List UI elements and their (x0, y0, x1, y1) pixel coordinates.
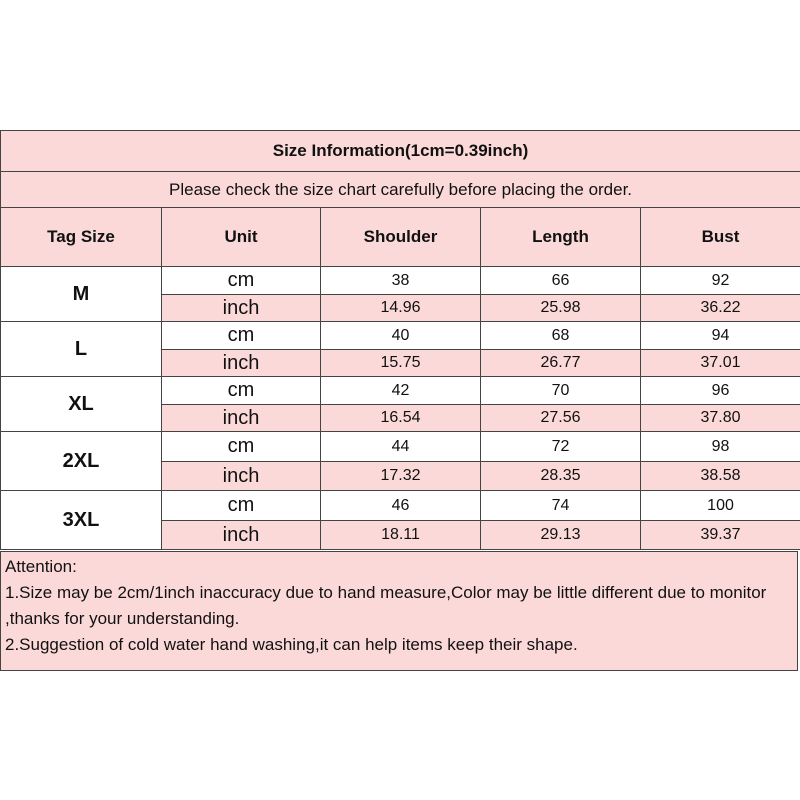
measure-cell: 39.37 (641, 521, 800, 550)
measure-cell: 74 (481, 491, 641, 521)
measure-cell: 68 (481, 322, 641, 350)
measure-cell: 27.56 (481, 405, 641, 432)
measure-cell: 100 (641, 491, 800, 521)
subtitle-row (1, 172, 800, 208)
tag-size-cell: 2XL (1, 432, 162, 491)
header-unit: Unit (162, 208, 321, 267)
measure-cell: 42 (321, 377, 481, 405)
header-length: Length (481, 208, 641, 267)
unit-cell: cm (162, 267, 321, 295)
tag-size-cell: 3XL (1, 491, 162, 550)
unit-cell: cm (162, 322, 321, 350)
measure-cell: 92 (641, 267, 800, 295)
title-row (1, 131, 800, 172)
measure-cell: 29.13 (481, 521, 641, 550)
header-bust: Bust (641, 208, 800, 267)
measure-cell: 37.01 (641, 350, 800, 377)
size-row-cm (1, 432, 800, 462)
measure-cell: 25.98 (481, 295, 641, 322)
size-row-cm (1, 322, 800, 350)
measure-cell: 96 (641, 377, 800, 405)
measure-cell: 98 (641, 432, 800, 462)
measure-cell: 17.32 (321, 462, 481, 491)
measure-cell: 44 (321, 432, 481, 462)
unit-cell: cm (162, 432, 321, 462)
measure-cell: 37.80 (641, 405, 800, 432)
tag-size-cell: XL (1, 377, 162, 432)
measure-cell: 14.96 (321, 295, 481, 322)
measure-cell: 36.22 (641, 295, 800, 322)
chart-title: Size Information(1cm=0.39inch) (1, 131, 800, 172)
header-row (1, 208, 800, 267)
measure-cell: 16.54 (321, 405, 481, 432)
measure-cell: 46 (321, 491, 481, 521)
measure-cell: 70 (481, 377, 641, 405)
attention-box (0, 551, 798, 671)
size-row-cm (1, 267, 800, 295)
unit-cell: inch (162, 405, 321, 432)
measure-cell: 94 (641, 322, 800, 350)
unit-cell: cm (162, 491, 321, 521)
measure-cell: 72 (481, 432, 641, 462)
tag-size-cell: M (1, 267, 162, 322)
measure-cell: 38 (321, 267, 481, 295)
chart-subtitle: Please check the size chart carefully before placing the order. (1, 172, 800, 208)
unit-cell: inch (162, 295, 321, 322)
measure-cell: 40 (321, 322, 481, 350)
attention-heading: Attention: (5, 557, 77, 576)
tag-size-cell: L (1, 322, 162, 377)
unit-cell: inch (162, 521, 321, 550)
measure-cell: 38.58 (641, 462, 800, 491)
unit-cell: inch (162, 350, 321, 377)
measure-cell: 66 (481, 267, 641, 295)
measure-cell: 18.11 (321, 521, 481, 550)
size-table (0, 130, 800, 550)
size-row-cm (1, 377, 800, 405)
measure-cell: 15.75 (321, 350, 481, 377)
header-tag-size: Tag Size (1, 208, 162, 267)
attention-line-1: 1.Size may be 2cm/1inch inaccuracy due to hand measure,Color may be little different due to monitor ,thanks for your understanding. (5, 583, 767, 628)
header-shoulder: Shoulder (321, 208, 481, 267)
measure-cell: 28.35 (481, 462, 641, 491)
size-chart (0, 130, 800, 550)
attention-line-2: 2.Suggestion of cold water hand washing,it can help items keep their shape. (5, 635, 578, 654)
unit-cell: inch (162, 462, 321, 491)
size-row-cm (1, 491, 800, 521)
measure-cell: 26.77 (481, 350, 641, 377)
unit-cell: cm (162, 377, 321, 405)
